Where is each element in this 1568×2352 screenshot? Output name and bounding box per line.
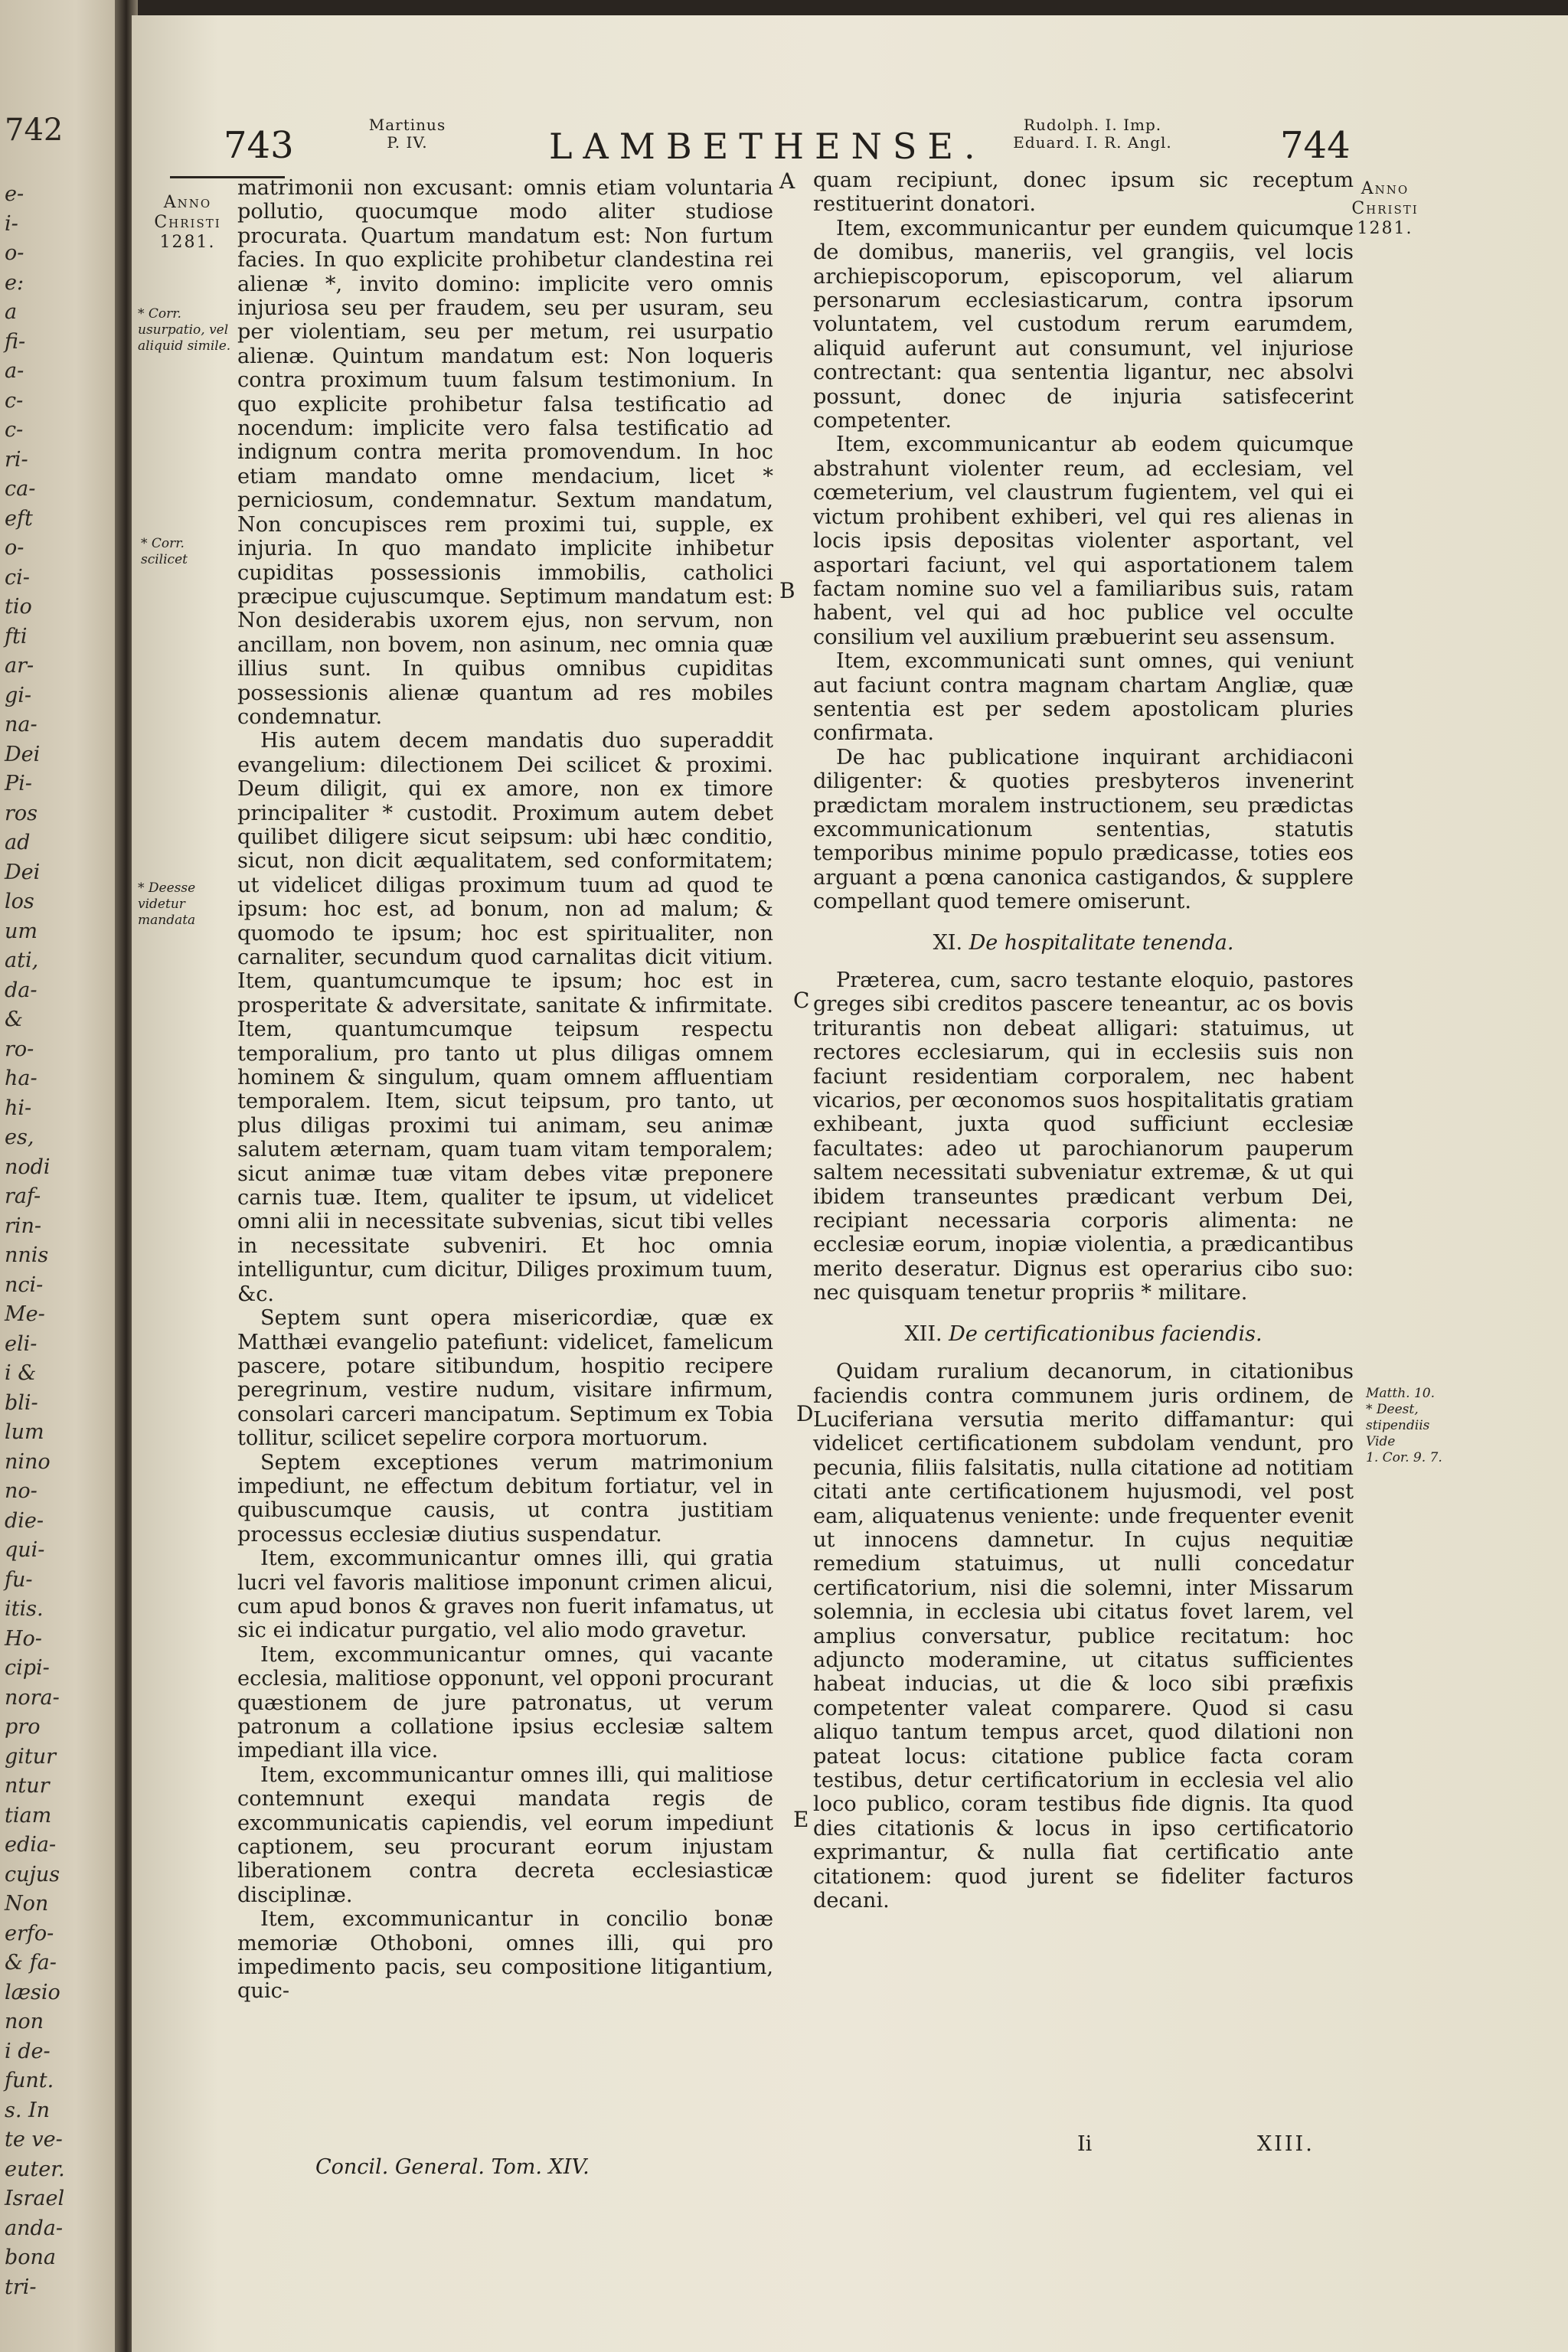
left-page-fragment: a	[5, 300, 18, 324]
left-page-fragment: ntur	[5, 1774, 50, 1798]
left-page-fragment: Israel	[5, 2187, 65, 2210]
left-page-fragment: na-	[5, 713, 38, 737]
left-page-fragment: &	[5, 1008, 24, 1031]
left-page-fragment: qui-	[5, 1538, 45, 1562]
left-page-fragment: raf-	[5, 1184, 41, 1208]
right-column-paragraph: Item, excommunicantur per eundem quicumque de domibus, maneriis, vel grangiis, vel locis archiepiscoporum, episcoporum, vel aliarum personarum ecclesiasticarum, contra ipsorum voluntatem, vel custodum rerum earumdem, aliquid auferunt aut consumunt, vel injuriose contrectant: qua sententia ligantur, nec absolvi possunt, donec de injuria satisfecerint competenter.	[813, 216, 1354, 433]
left-page-fragment: e-	[5, 182, 24, 206]
left-page-fragment: non	[5, 2010, 44, 2034]
left-page-fragment: Pi-	[5, 772, 32, 795]
left-page-fragment: ros	[5, 801, 38, 825]
section-letter-a: A	[779, 168, 795, 194]
heading-xi-number: XI.	[933, 930, 963, 955]
left-page-fragment: i &	[5, 1361, 37, 1385]
margin-note-deest-stipendiis: * Deest, stipendiis	[1366, 1402, 1430, 1433]
left-page-fragment: eft	[5, 506, 33, 531]
paragraph-hospitalitate: Præterea, cum, sacro testante eloquio, pastores greges sibi creditos pascere teneantur, ac os bovis triturantis non debeat alligari: statuimus, ut rectores ecclesiarum, qui in ecclesiis suis non faciunt residentiam corporalem, nec habent vicarios, per œconomos suos hospitalitatis gratiam exhibeant, juxta quod sufficiunt ecclesiæ facultates: adeo ut parochianorum pauperum saltem necessitati subveniatur extremæ, & ut qui ibidem transeuntes prædicant verbum Dei, recipiant necessaria corporis alimenta: ne ecclesiæ eorum, inopiæ violentia, a prædicantibus merito deseratur. Dignus est operarius cibo suo: nec quisquam tenetur propriis * militare.	[813, 969, 1354, 1305]
margin-note-corr-scilicet: * Corr. scilicet	[141, 536, 188, 567]
left-page-fragment: cujus	[5, 1862, 60, 1886]
left-page-fragment: itis.	[5, 1597, 44, 1621]
left-page-fragment: eli-	[5, 1331, 38, 1356]
left-page-fragment: nodi	[5, 1155, 51, 1179]
left-page-fragment: cipi-	[5, 1656, 50, 1680]
running-head-left	[346, 116, 469, 152]
right-column-paragraphs	[813, 168, 1354, 914]
anno-left-line-1: Anno	[163, 193, 212, 212]
left-page-fragment: nnis	[5, 1243, 49, 1267]
section-letter-d: D	[796, 1401, 814, 1426]
left-page-fragment: o-	[5, 241, 24, 265]
running-head-left-line-1: Martinus	[368, 116, 446, 134]
left-page-fragment: ar-	[5, 654, 34, 678]
left-page-fragment: i-	[5, 211, 18, 236]
left-page-fragment: pro	[5, 1715, 41, 1739]
left-column-paragraph: matrimonii non excusant: omnis etiam voluntaria pollutio, quocumque modo aliter studiose procurata. Quartum mandatum est: Non furtum facies. In quo explicite prohibetur clandestina rei alienæ *, invito domino: implicite vero omnis injuriosa seu per fraudem, seu per usuram, seu per violentiam, seu per metum, rei usurpatio alienæ. Quintum mandatum est: Non loqueris contra proximum tuum falsum testimonium. In quo explicite prohibetur falsa testificatio ad nocendum: implicite vero falsa testificatio ad indignum contra merita promovendum. In hoc etiam mandato omne mendacium, licet * perniciosum, condemnatur. Sextum mandatum, Non concupisces rem proximi tui, supple, ex injuria. In quo mandato implicite inhibetur cupiditas possessionis immobilis, catholici præcipue cujuscumque. Septimum mandatum est: Non desiderabis uxorem ejus, non servum, non ancillam, non bovem, non asinum, nec omnia quæ illius sunt. In quibus omnibus cupiditas possessionis alienæ quantum ad res mobiles condemnatur.	[237, 176, 773, 729]
left-page-fragment: Dei	[5, 860, 41, 884]
running-head-right-line-2: Eduard. I. R. Angl.	[1013, 133, 1172, 152]
left-page-fragment: los	[5, 890, 34, 913]
left-page-fragment: hi-	[5, 1096, 32, 1120]
left-page-fragment: die-	[5, 1508, 44, 1533]
section-letter-b: B	[779, 578, 795, 603]
left-page-fragment: gitur	[5, 1744, 57, 1769]
left-column-paragraph: Septem sunt opera misericordiæ, quæ ex Matthæi evangelio patefiunt: videlicet, famelicum pascere, potare sitibundum, hospitio recipere peregrinum, vestire nudum, visitare infirmum, consolari carceri mancipatum. Septimum ex Tobia tollitur, scilicet sepelire corpora mortuorum.	[237, 1306, 773, 1451]
right-column-paragraph: De hac publicatione inquirant archidiaconi diligenter: & quoties presbyteros invenerint prædictam moralem instructionem, seu prædictas excommunicationum sententias, statutis temporibus minime populo prædicasse, toties eos arguant a pœna canonica castigandos, & supplere compellant quod temere omiserunt.	[813, 745, 1354, 914]
left-column-paragraph: Item, excommunicantur omnes, qui vacante ecclesia, malitiose opponunt, vel opponi procurant quæstionem de jure patronatus, ut verum patronum a collatione ipsius ecclesiæ saltem impediant illa vice.	[237, 1642, 773, 1763]
anno-left-line-3: 1281.	[159, 233, 216, 252]
left-page-fragment: da-	[5, 978, 38, 1002]
running-head-right	[974, 116, 1211, 152]
left-page-fragment: tio	[5, 595, 32, 619]
left-page-fragment: e:	[5, 270, 24, 295]
left-page-fragment: euter.	[5, 2157, 65, 2181]
left-page-fragment: rin-	[5, 1214, 42, 1238]
right-column-paragraph: Item, excommunicantur ab eodem quicumque abstrahunt violenter reum, ad ecclesiam, vel cœmeterium, vel claustrum fugientem, vel qui ei victum prohibent exhiberi, vel qui res alienas in locis ipsis depositas violenter asportant, vel asportari faciunt, vel qui asportationem talem factam nomine suo vel a familiaribus suis, ratam habent, vel qui ad hoc publice vel occulte consilium vel auxilium præbuerint seu assensum.	[813, 433, 1354, 649]
heading-xi-title: De hospitalitate tenenda.	[969, 930, 1234, 955]
left-page-fragment: edia-	[5, 1833, 57, 1857]
left-page-fragment: ad	[5, 831, 31, 854]
margin-note-matth: Matth. 10.	[1366, 1386, 1435, 1401]
heading-xii-title: De certificationibus faciendis.	[949, 1321, 1263, 1346]
left-page-fragment: gi-	[5, 683, 32, 707]
left-page-fragment: c-	[5, 418, 24, 442]
anno-right-line-3: 1281.	[1357, 219, 1413, 238]
left-page-fragment: um	[5, 919, 38, 943]
left-page-fragment: fi-	[5, 329, 26, 354]
left-page-fragment: ati,	[5, 949, 39, 972]
left-page-fragment: ca-	[5, 477, 36, 501]
margin-note-deesse-videtur: * Deesse videtur mandata	[138, 880, 196, 928]
page-title: LAMBETHENSE.	[549, 126, 986, 167]
left-page-fragment: fti	[5, 624, 28, 648]
signature-mark: Ii	[1077, 2132, 1093, 2156]
left-page-fragment: ha-	[5, 1067, 38, 1090]
left-page-fragment: c-	[5, 388, 24, 413]
left-page-fragment: bli-	[5, 1390, 38, 1415]
right-text-column	[813, 168, 1354, 1913]
left-page-fragment: te ve-	[5, 2128, 63, 2151]
footer-citation: Concil. General. Tom. XIV.	[315, 2155, 590, 2179]
anno-right-line-2: Christi	[1351, 199, 1419, 218]
section-letter-e: E	[793, 1807, 809, 1832]
left-page-fragment: tri-	[5, 2275, 37, 2299]
heading-xii-number: XII.	[904, 1321, 942, 1346]
anno-right-line-1: Anno	[1361, 179, 1410, 198]
right-column-paragraph: quam recipiunt, donec ipsum sic receptum restituerint donatori.	[813, 168, 1354, 217]
margin-note-vide: Vide	[1366, 1434, 1396, 1449]
left-page-fragment: s. In	[5, 2098, 51, 2122]
page-number-right: 744	[1280, 124, 1351, 167]
left-page-fragment: erfo-	[5, 1921, 54, 1945]
left-page-fragment: nora-	[5, 1685, 60, 1710]
left-column-paragraph: Item, excommunicantur omnes illi, qui malitiose contemnunt exequi mandata regis de excommunicatis capiendis, vel eorum impediunt captionem, seu procurant eorum injustam liberationem contra decreta ecclesiasticæ disciplinæ.	[237, 1762, 773, 1907]
left-page-fragment: lum	[5, 1420, 44, 1444]
left-page-fragment: fu-	[5, 1567, 33, 1592]
left-page-edge	[0, 0, 126, 2352]
left-page-fragment: funt.	[5, 2069, 54, 2092]
left-page-fragment: tiam	[5, 1803, 52, 1828]
margin-note-deest	[1366, 1386, 1458, 1466]
left-page-fragment: es,	[5, 1125, 34, 1149]
paragraph-certificationibus: Quidam ruralium decanorum, in citationibus faciendis contra communem juris ordinem, de Luciferiana versutia merito diffamantur: qui videlicet certificationem subdolam vendunt, pro pecunia, filiis falsitatis, nulla citatione ad notitiam citati ante certificationem hujusmodi, vel post eam, aliquatenus veniente: unde frequenter evenit ut innocens damnetur. In cujus nequitiæ remedium statuimus, ut nulli concedatur certificatorium, nisi die solemni, inter Missarum solemnia, in ecclesia ubi citatus fovet larem, vel amplius conversatur, publice recitatum: hoc adjuncto moderamine, ut citatus sufficientes habeat inducias, ut die & loco sibi præfixis competenter valeat comparere. Quod si casu aliquo tantum tempus arcet, quod dilationi non pateat locus: citatione publice facta coram testibus, detur certificatorium in ecclesia vel alio loco publico, coram testibus fide dignis. Ita quod dies citationis & locus in ipso certificatorio exprimantur, & nulla fiat certificatio ante citationem: quod jurent se fideliter facturos decani.	[813, 1360, 1354, 1913]
left-column-paragraph: Septem exceptiones verum matrimonium impediunt, ne effectum debitum fortiatur, vel in quibuscumque causis, ut contra justitiam processus ecclesiæ diutius suspendatur.	[237, 1450, 773, 1547]
right-column-paragraph: Item, excommunicati sunt omnes, qui veniunt aut faciunt contra magnam chartam Angliæ, quæ sententia est per sedem apostolicam pluries confirmata.	[813, 649, 1354, 746]
left-page-fragment: anda-	[5, 2216, 63, 2240]
left-page-fragment: ro-	[5, 1037, 34, 1061]
left-page-fragment: Non	[5, 1892, 49, 1916]
left-page-fragment: nci-	[5, 1272, 44, 1297]
heading-xi	[813, 931, 1354, 955]
right-page	[132, 15, 1568, 2352]
left-column-paragraph: Item, excommunicantur omnes illi, qui gratia lucri vel favoris malitiose imponunt crimen alicui, cum apud bonos & graves non fuerit infamatus, ut sic ei indicatur purgatio, vel alio modo gravetur.	[237, 1547, 773, 1643]
left-page-number: 742	[5, 113, 64, 148]
left-page-fragment: & fa-	[5, 1951, 57, 1975]
catchword: XIII.	[1257, 2132, 1315, 2156]
left-page-fragment: o-	[5, 536, 24, 560]
left-page-fragment: ri-	[5, 447, 28, 472]
left-text-column	[237, 176, 773, 2004]
left-page-fragment: Ho-	[5, 1626, 42, 1651]
section-letter-c: C	[793, 988, 810, 1013]
left-page-fragment: Me-	[5, 1302, 45, 1326]
left-page-fragment: læsio	[5, 1980, 60, 2004]
margin-note-cor: 1. Cor. 9. 7.	[1366, 1450, 1442, 1465]
left-page-fragment: nino	[5, 1449, 51, 1474]
page-number-left: 743	[224, 124, 294, 167]
left-column-paragraph: Item, excommunicantur in concilio bonæ memoriæ Othoboni, omnes illi, qui pro impedimento pacis, seu compositione litigantium, quic-	[237, 1907, 773, 2004]
left-page-fragment: i de-	[5, 2039, 51, 2063]
left-page-fragment: a-	[5, 359, 24, 383]
left-column-paragraph: His autem decem mandatis duo superaddit evangelium: dilectionem Dei scilicet & proximi. Deum diligit, qui ex amore, non ex timore principaliter * custodit. Proximum autem debet quilibet diligere sicut seipsum: ubi hæc conditio, sicut, non dicit æqualitatem, sed conformitatem; ut videlicet diligas proximum tuum ad quod te ipsum: hoc est, ad bonum, non ad malum; & quomodo te ipsum; hoc est spiritualiter, non carnaliter, secundum quod carnalitas dicit vitium. Item, quantumcumque te ipsum; hoc est in prosperitate & adversitate, sanitate & infirmitate. Item, quantumcumque teipsum respectu temporalium, pro tanto ut plus diligas omnem hominem & singulum, quam omnem affluentiam temporalem. Item, sicut teipsum, pro tanto, ut plus diligas proximi tui animam, seu animæ salutem æternam, quam tuam vitam temporalem; sicut animæ tuæ vitam debes vitæ preponere carnis tuæ. Item, qualiter te ipsum, ut videlicet omni alii in necessitate subvenias, sicut tibi velles in necessitate subveniri. Et hoc omnia intelliguntur, cum dicitur, Diliges proximum tuum, &c.	[237, 729, 773, 1306]
anno-christi-left	[138, 193, 237, 253]
left-page-fragment: no-	[5, 1479, 38, 1503]
heading-xii	[813, 1322, 1354, 1346]
anno-left-line-2: Christi	[154, 213, 221, 232]
left-page-fragment: Dei	[5, 742, 41, 766]
left-page-fragment: ci-	[5, 565, 30, 590]
margin-note-corr-usurpatio: * Corr. usurpatio, vel aliquid simile.	[138, 306, 231, 354]
left-page-fragment: bona	[5, 2246, 57, 2269]
running-head-left-line-2: P. IV.	[387, 133, 428, 152]
running-head-right-line-1: Rudolph. I. Imp.	[1023, 116, 1162, 134]
